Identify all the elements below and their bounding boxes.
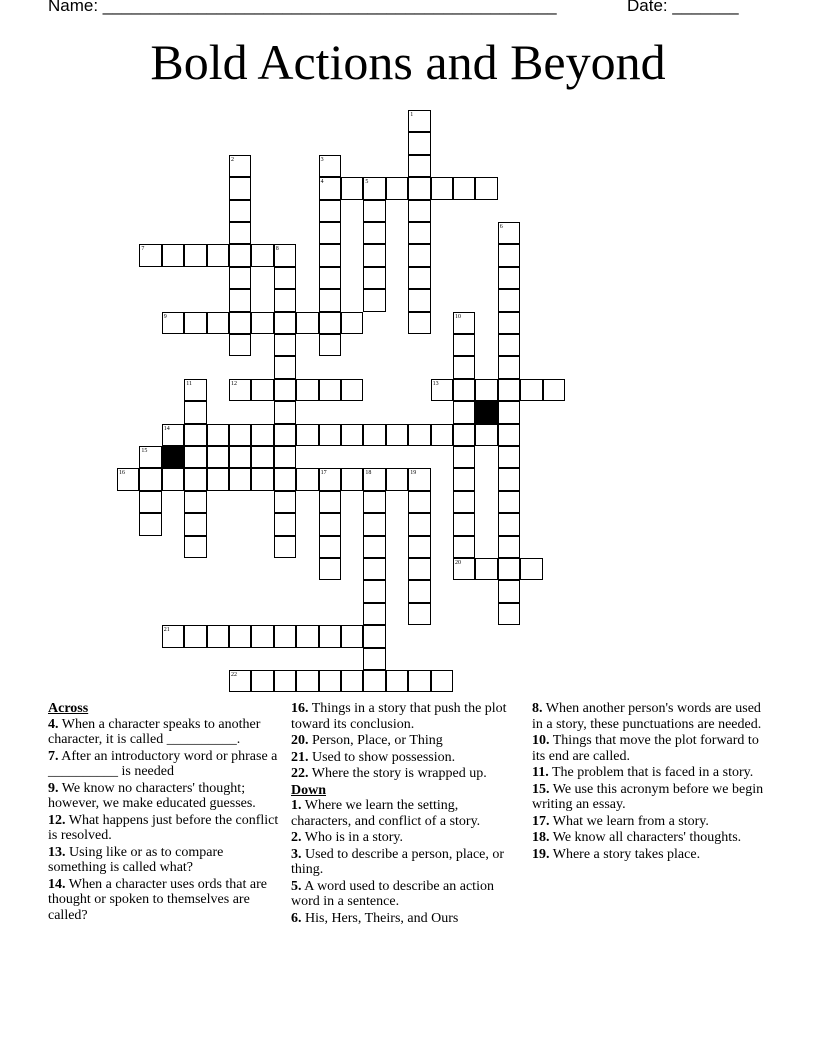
clue-text: Who is in a story. [304,830,403,845]
grid-cell[interactable] [184,244,206,266]
clue-text: When a character uses ords that are thought or spoken to themselves are called? [48,876,267,923]
name-field-label[interactable]: Name: ________________________________________________ [48,0,557,15]
grid-cell[interactable] [229,267,251,289]
grid-cell[interactable] [498,401,520,423]
grid-cell[interactable] [498,580,520,602]
clue-number: 2. [291,830,302,845]
clue-number-label: 9 [163,313,167,320]
grid-cell[interactable] [274,289,296,311]
down-clue [291,879,519,910]
grid-cell[interactable] [251,670,273,692]
grid-cell[interactable] [363,648,385,670]
clue-number-label: 5 [365,179,369,186]
down-clue [532,765,768,781]
across-clue [291,733,519,749]
grid-cell[interactable] [139,491,161,513]
grid-cell[interactable] [274,267,296,289]
clue-number-label: 8 [275,246,279,253]
clue-text: Things that move the plot forward to its end are called. [532,733,759,764]
grid-cell[interactable] [274,379,296,401]
grid-cell[interactable] [408,267,430,289]
clue-number: 10. [532,733,550,748]
grid-cell[interactable] [319,244,341,266]
grid-cell[interactable] [319,491,341,513]
grid-cell[interactable] [498,536,520,558]
grid-cell[interactable] [274,424,296,446]
grid-cell[interactable] [296,468,318,490]
clue-text: A word used to describe an action word in a sentence. [291,878,494,909]
clue-number-label: 6 [499,224,503,230]
clue-text: We use this acronym before we begin writing an essay. [532,781,764,812]
grid-cell[interactable] [229,312,251,334]
clue-number-label: 1 [410,112,414,118]
across-clue [291,766,519,782]
grid-cell[interactable] [498,468,520,490]
grid-cell[interactable] [453,334,475,356]
grid-cell[interactable] [184,312,206,334]
clue-number: 12. [48,812,66,828]
grid-cell[interactable] [139,468,161,490]
grid-cell[interactable] [363,580,385,602]
grid-cell[interactable] [498,491,520,513]
grid-cell[interactable] [363,558,385,580]
clue-text: Used to describe a person, place, or thing. [291,846,505,877]
grid-cell-shaded [162,446,184,468]
grid-cell[interactable] [229,334,251,356]
grid-cell[interactable] [341,468,363,490]
grid-cell[interactable] [184,513,206,535]
grid-cell[interactable] [498,558,520,580]
clue-number: 15. [532,781,550,797]
grid-cell[interactable] [229,468,251,490]
grid-cell[interactable] [251,625,273,647]
clue-number: 17. [532,813,550,829]
down-heading: Down [291,782,327,798]
clue-text: Where a story takes place. [552,846,701,862]
grid-cell[interactable] [386,177,408,199]
grid-cell[interactable] [207,468,229,490]
clue-text: After an introductory word or phrase a __________ is needed [48,748,278,779]
clues-column-2 [291,701,519,927]
grid-cell[interactable] [274,536,296,558]
grid-cell[interactable] [184,491,206,513]
page-title: Bold Actions and Beyond [150,34,666,90]
grid-cell[interactable] [207,312,229,334]
clue-text: What happens just before the conflict is resolved. [48,812,279,843]
grid-cell[interactable] [363,267,385,289]
grid-cell[interactable] [498,289,520,311]
grid-cell[interactable] [408,222,430,244]
grid-cell[interactable] [319,289,341,311]
clue-number-label: 15 [141,448,148,454]
grid-cell[interactable] [453,401,475,423]
clue-text: When a character speaks to another character, it is called __________. [48,716,261,747]
grid-cell[interactable] [207,424,229,446]
clue-number: 3. [291,846,302,862]
grid-cell[interactable] [431,424,453,446]
clue-number: 18. [532,830,550,845]
grid-cell[interactable] [319,670,341,692]
grid-cell[interactable] [296,424,318,446]
grid-cell[interactable] [296,379,318,401]
clue-number-label: 11 [186,380,192,387]
grid-cell[interactable] [184,401,206,423]
grid-cell[interactable] [453,446,475,468]
grid-cell[interactable] [229,625,251,647]
clue-number-label: 17 [320,470,327,477]
grid-cell[interactable] [184,625,206,647]
grid-cell[interactable] [363,244,385,266]
grid-cell[interactable] [453,424,475,446]
across-clue [48,813,284,844]
grid-cell[interactable] [341,177,363,199]
grid-cell[interactable] [341,379,363,401]
grid-cell[interactable] [498,312,520,334]
grid-cell[interactable] [319,334,341,356]
clue-number: 14. [48,876,66,892]
clue-text: Used to show possession. [312,749,456,765]
clue-text: What we learn from a story. [552,813,709,829]
clue-number-label: 13 [432,380,439,387]
down-clue [291,911,519,927]
down-clue [291,847,519,878]
clue-text: When another person's words are used in a story, these punctuations are needed. [532,701,762,732]
clue-number: 21. [291,749,309,765]
grid-cell[interactable] [498,379,520,401]
grid-cell[interactable] [251,424,273,446]
clue-number-label: 4 [320,179,324,186]
clue-number: 9. [48,780,59,796]
down-clue [291,830,519,846]
grid-cell[interactable] [162,244,184,266]
clue-number: 16. [291,701,309,716]
clue-number: 22. [291,766,309,781]
grid-cell[interactable] [363,603,385,625]
grid-cell[interactable] [453,513,475,535]
grid-cell[interactable] [386,670,408,692]
grid-cell[interactable] [251,244,273,266]
grid-cell[interactable] [251,446,273,468]
down-clue [532,830,768,846]
grid-cell[interactable] [229,244,251,266]
grid-cell[interactable] [274,312,296,334]
grid-cell[interactable] [319,536,341,558]
grid-cell[interactable] [341,625,363,647]
grid-cell[interactable] [408,580,430,602]
across-clue [48,781,284,812]
grid-cell[interactable] [475,424,497,446]
clue-number-label: 10 [455,313,461,320]
clue-text: Using like or as to compare something is called what? [48,844,224,875]
grid-cell[interactable] [453,379,475,401]
grid-cell[interactable] [431,177,453,199]
grid-cell[interactable] [543,379,565,401]
grid-cell[interactable] [408,312,430,334]
across-clue [48,845,284,876]
across-clue [48,749,284,780]
clue-text: The problem that is faced in a story. [551,765,754,780]
grid-cell[interactable] [251,312,273,334]
down-clue [532,701,768,732]
grid-cell[interactable] [319,513,341,535]
clue-number-label: 21 [163,627,170,634]
grid-cell[interactable] [184,536,206,558]
grid-cell[interactable] [520,379,542,401]
date-field-label[interactable]: Date: _______ [627,0,739,15]
clue-number: 11. [532,765,549,780]
clue-text: Person, Place, or Thing [312,733,443,748]
clue-number: 20. [291,733,309,748]
clue-number: 19. [532,846,550,862]
grid-cell[interactable] [498,244,520,266]
clue-text: Things in a story that push the plot toward its conclusion. [291,701,507,732]
grid-cell[interactable] [162,468,184,490]
grid-cell[interactable] [274,401,296,423]
clue-number: 4. [48,716,59,732]
clue-number: 1. [291,798,302,813]
grid-cell[interactable] [341,424,363,446]
down-clue [532,733,768,764]
clue-number-label: 22 [231,672,237,678]
grid-cell[interactable] [453,491,475,513]
grid-cell[interactable] [475,558,497,580]
grid-cell[interactable] [408,132,430,154]
clue-number-label: 16 [119,470,125,477]
grid-cell[interactable] [274,625,296,647]
grid-cell[interactable] [341,670,363,692]
clue-text: Where we learn the setting, characters, and conflict of a story. [291,798,481,829]
grid-cell[interactable] [498,267,520,289]
grid-cell[interactable] [498,356,520,378]
clues-column-1 [48,701,284,924]
grid-cell[interactable] [274,334,296,356]
clue-text: Where the story is wrapped up. [311,766,487,781]
grid-cell[interactable] [475,379,497,401]
clue-text: We know no characters' thought; however, we make educated guesses. [48,780,256,811]
grid-cell[interactable] [229,446,251,468]
grid-cell[interactable] [274,468,296,490]
down-clue [532,847,768,863]
clues-column-3 [532,701,768,863]
grid-cell[interactable] [498,334,520,356]
grid-cell[interactable] [319,200,341,222]
grid-cell[interactable] [363,670,385,692]
grid-cell[interactable] [207,446,229,468]
clue-number: 6. [291,910,302,926]
clue-text: His, Hers, Theirs, and Ours [305,910,459,926]
grid-cell[interactable] [431,670,453,692]
across-heading: Across [48,701,89,716]
grid-cell[interactable] [229,200,251,222]
grid-cell[interactable] [296,312,318,334]
grid-cell[interactable] [408,200,430,222]
grid-cell[interactable] [229,222,251,244]
grid-cell[interactable] [408,670,430,692]
grid-cell[interactable] [363,513,385,535]
clue-number: 7. [48,748,59,764]
grid-cell[interactable] [319,424,341,446]
grid-cell[interactable] [408,424,430,446]
grid-cell[interactable] [475,177,497,199]
grid-cell[interactable] [251,468,273,490]
grid-cell[interactable] [498,446,520,468]
clue-number: 5. [291,878,302,894]
clue-text: We know all characters' thoughts. [552,830,742,845]
grid-cell[interactable] [319,379,341,401]
grid-cell[interactable] [363,424,385,446]
across-clue [48,717,284,748]
clue-number-label: 2 [231,156,234,163]
grid-cell[interactable] [363,491,385,513]
grid-cell[interactable] [341,312,363,334]
grid-cell[interactable] [363,536,385,558]
grid-cell[interactable] [498,513,520,535]
grid-cell[interactable] [229,289,251,311]
grid-cell[interactable] [229,177,251,199]
grid-cell[interactable] [207,244,229,266]
grid-cell[interactable] [139,513,161,535]
grid-cell[interactable] [453,177,475,199]
grid-cell[interactable] [319,312,341,334]
across-clue [48,877,284,924]
down-clue [532,782,768,813]
grid-cell[interactable] [274,513,296,535]
clue-number-label: 3 [320,156,324,163]
grid-cell[interactable] [408,536,430,558]
grid-cell[interactable] [274,356,296,378]
grid-cell[interactable] [408,155,430,177]
grid-cell[interactable] [408,177,430,199]
grid-cell[interactable] [274,670,296,692]
clue-number: 8. [532,701,543,716]
grid-cell[interactable] [408,289,430,311]
grid-cell[interactable] [229,424,251,446]
grid-cell[interactable] [363,625,385,647]
grid-cell[interactable] [386,424,408,446]
grid-cell[interactable] [363,200,385,222]
across-clue [291,701,519,732]
grid-cell[interactable] [296,670,318,692]
grid-cell[interactable] [408,491,430,513]
grid-cell[interactable] [184,424,206,446]
grid-cell-shaded [475,401,497,423]
grid-cell[interactable] [319,267,341,289]
grid-cell[interactable] [520,558,542,580]
down-clue [532,814,768,830]
grid-cell[interactable] [363,222,385,244]
clue-number-label: 14 [163,425,170,432]
clue-number: 13. [48,844,66,860]
grid-cell[interactable] [274,491,296,513]
grid-cell[interactable] [274,446,296,468]
across-clue [291,750,519,766]
grid-cell[interactable] [296,625,318,647]
grid-cell[interactable] [184,468,206,490]
grid-cell[interactable] [319,558,341,580]
clue-number-label: 7 [141,246,145,253]
grid-cell[interactable] [408,603,430,625]
grid-cell[interactable] [453,468,475,490]
grid-cell[interactable] [498,603,520,625]
grid-cell[interactable] [498,424,520,446]
grid-cell[interactable] [184,446,206,468]
grid-cell[interactable] [408,513,430,535]
grid-cell[interactable] [319,222,341,244]
clue-number-label: 12 [231,380,237,387]
grid-cell[interactable] [251,379,273,401]
grid-cell[interactable] [363,289,385,311]
grid-cell[interactable] [453,356,475,378]
clue-number-label: 18 [365,470,372,477]
grid-cell[interactable] [408,244,430,266]
grid-cell[interactable] [408,558,430,580]
grid-cell[interactable] [386,468,408,490]
grid-cell[interactable] [319,625,341,647]
grid-cell[interactable] [453,536,475,558]
down-clue [291,798,519,829]
clue-number-label: 19 [410,470,417,477]
grid-cell[interactable] [207,625,229,647]
clue-number-label: 20 [455,560,461,566]
